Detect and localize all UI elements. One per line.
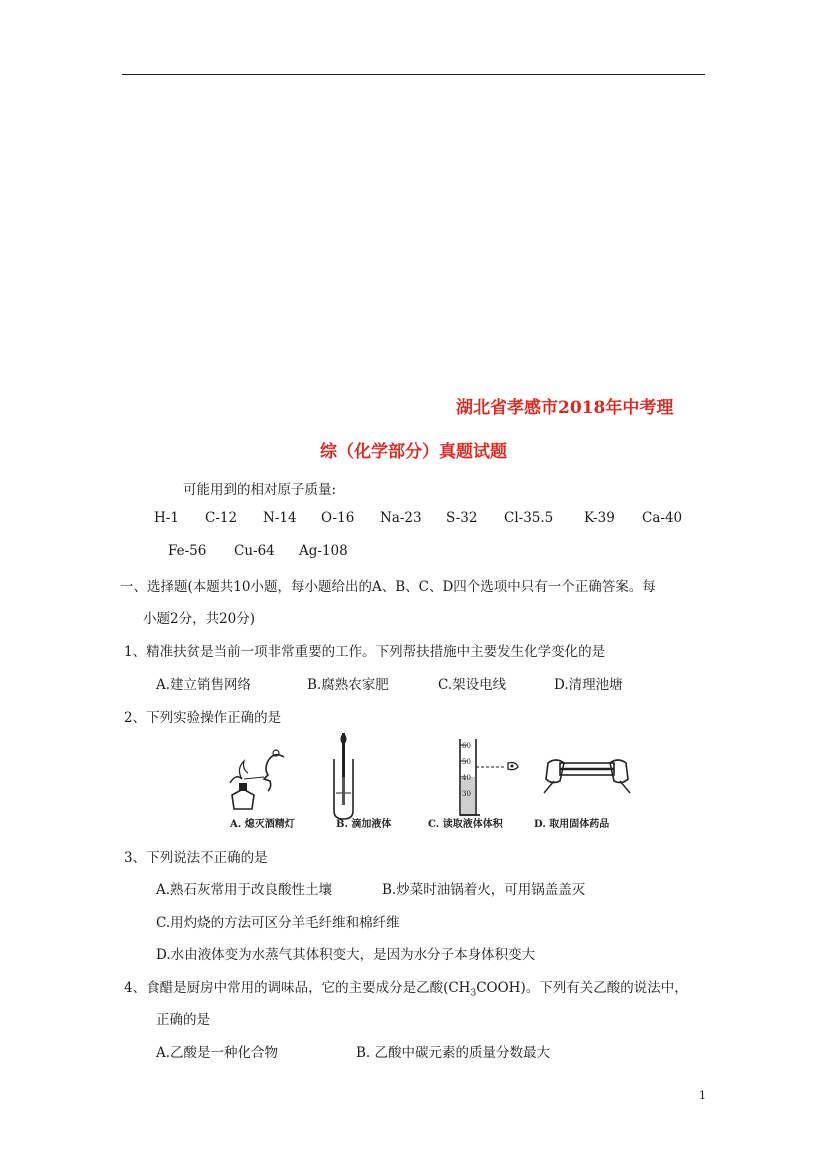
formula-subscript: 3 (470, 988, 477, 999)
atomic-mass-item: Cu-64 (234, 543, 275, 559)
panel-d-taking-solid-reagent (534, 760, 630, 830)
panel-a-extinguish-alcohol-lamp (229, 750, 295, 830)
atomic-mass-item: S-32 (446, 510, 478, 526)
question-3-option-a: A.熟石灰常用于改良酸性土壤 (156, 882, 333, 898)
cylinder-tick-label: 40 (462, 774, 471, 782)
question-3-option-c: C.用灼烧的方法可区分羊毛纤维和棉纤维 (156, 915, 400, 931)
atomic-mass-item: H-1 (154, 510, 179, 526)
question-3-stem: 3、下列说法不正确的是 (124, 850, 268, 866)
atomic-mass-item: O-16 (321, 510, 355, 526)
title-line-1: 湖北省孝感市2018年中考理 (456, 398, 674, 418)
atomic-mass-item: Fe-56 (168, 543, 207, 559)
question-1-option-c: C.架设电线 (438, 677, 507, 693)
cylinder-tick-label: 60 (462, 742, 471, 750)
panel-b-dropping-liquid (334, 733, 391, 830)
section-1-heading-line-1: 一、选择题(本题共10小题，每小题给出的A、B、C、D四个选项中只有一个正确答案。每 (120, 579, 656, 595)
figure-caption-a: A. 熄灭酒精灯 (230, 819, 295, 830)
figure-caption-c: C. 读取液体体积 (428, 819, 503, 830)
question-3-option-b: B.炒菜时油锅着火，可用锅盖盖灭 (382, 882, 586, 898)
atomic-mass-intro: 可能用到的相对原子质量: (183, 482, 337, 498)
question-1-option-b: B.腐熟农家肥 (307, 677, 389, 693)
question-2-stem: 2、下列实验操作正确的是 (124, 710, 282, 726)
question-4-stem-start: 4、食醋是厨房中常用的调味品，它的主要成分是乙酸(CH (124, 980, 471, 996)
title-line-2: 综（化学部分）真题试题 (320, 442, 507, 462)
question-4-stem-line-1 (124, 976, 688, 999)
question-4-option-a: A.乙酸是一种化合物 (156, 1045, 279, 1061)
question-1-option-a: A.建立销售网络 (156, 677, 252, 693)
lab-operations-figure (224, 733, 638, 833)
atomic-mass-item: C-12 (205, 510, 238, 526)
cylinder-tick-label: 30 (462, 790, 471, 798)
atomic-mass-item: Cl-35.5 (504, 510, 554, 526)
page-number: 1 (699, 1089, 706, 1102)
question-1-option-d: D.清理池塘 (554, 677, 623, 693)
question-4-stem-end: COOH)。下列有关乙酸的说法中， (476, 980, 688, 996)
panel-c-reading-cylinder (428, 739, 518, 830)
atomic-mass-item: Ca-40 (642, 510, 683, 526)
question-4-stem-line-2: 正确的是 (156, 1012, 210, 1028)
question-3-option-d: D.水由液体变为水蒸气其体积变大，是因为水分子本身体积变大 (156, 947, 536, 963)
header-rule (122, 74, 705, 75)
atomic-mass-item: Na-23 (380, 510, 422, 526)
question-1-stem: 1、精准扶贫是当前一项非常重要的工作。下列帮扶措施中主要发生化学变化的是 (124, 644, 606, 660)
question-4-option-b: B. 乙酸中碳元素的质量分数最大 (356, 1045, 551, 1061)
figure-caption-d: D. 取用固体药品 (534, 819, 610, 830)
atomic-mass-item: K-39 (584, 510, 615, 526)
atomic-mass-item: N-14 (263, 510, 297, 526)
atomic-mass-item: Ag-108 (299, 543, 348, 559)
section-1-heading-line-2: 小题2分，共20分) (143, 611, 256, 627)
cylinder-tick-label: 50 (462, 758, 471, 766)
figure-caption-b: B. 滴加液体 (336, 819, 392, 830)
